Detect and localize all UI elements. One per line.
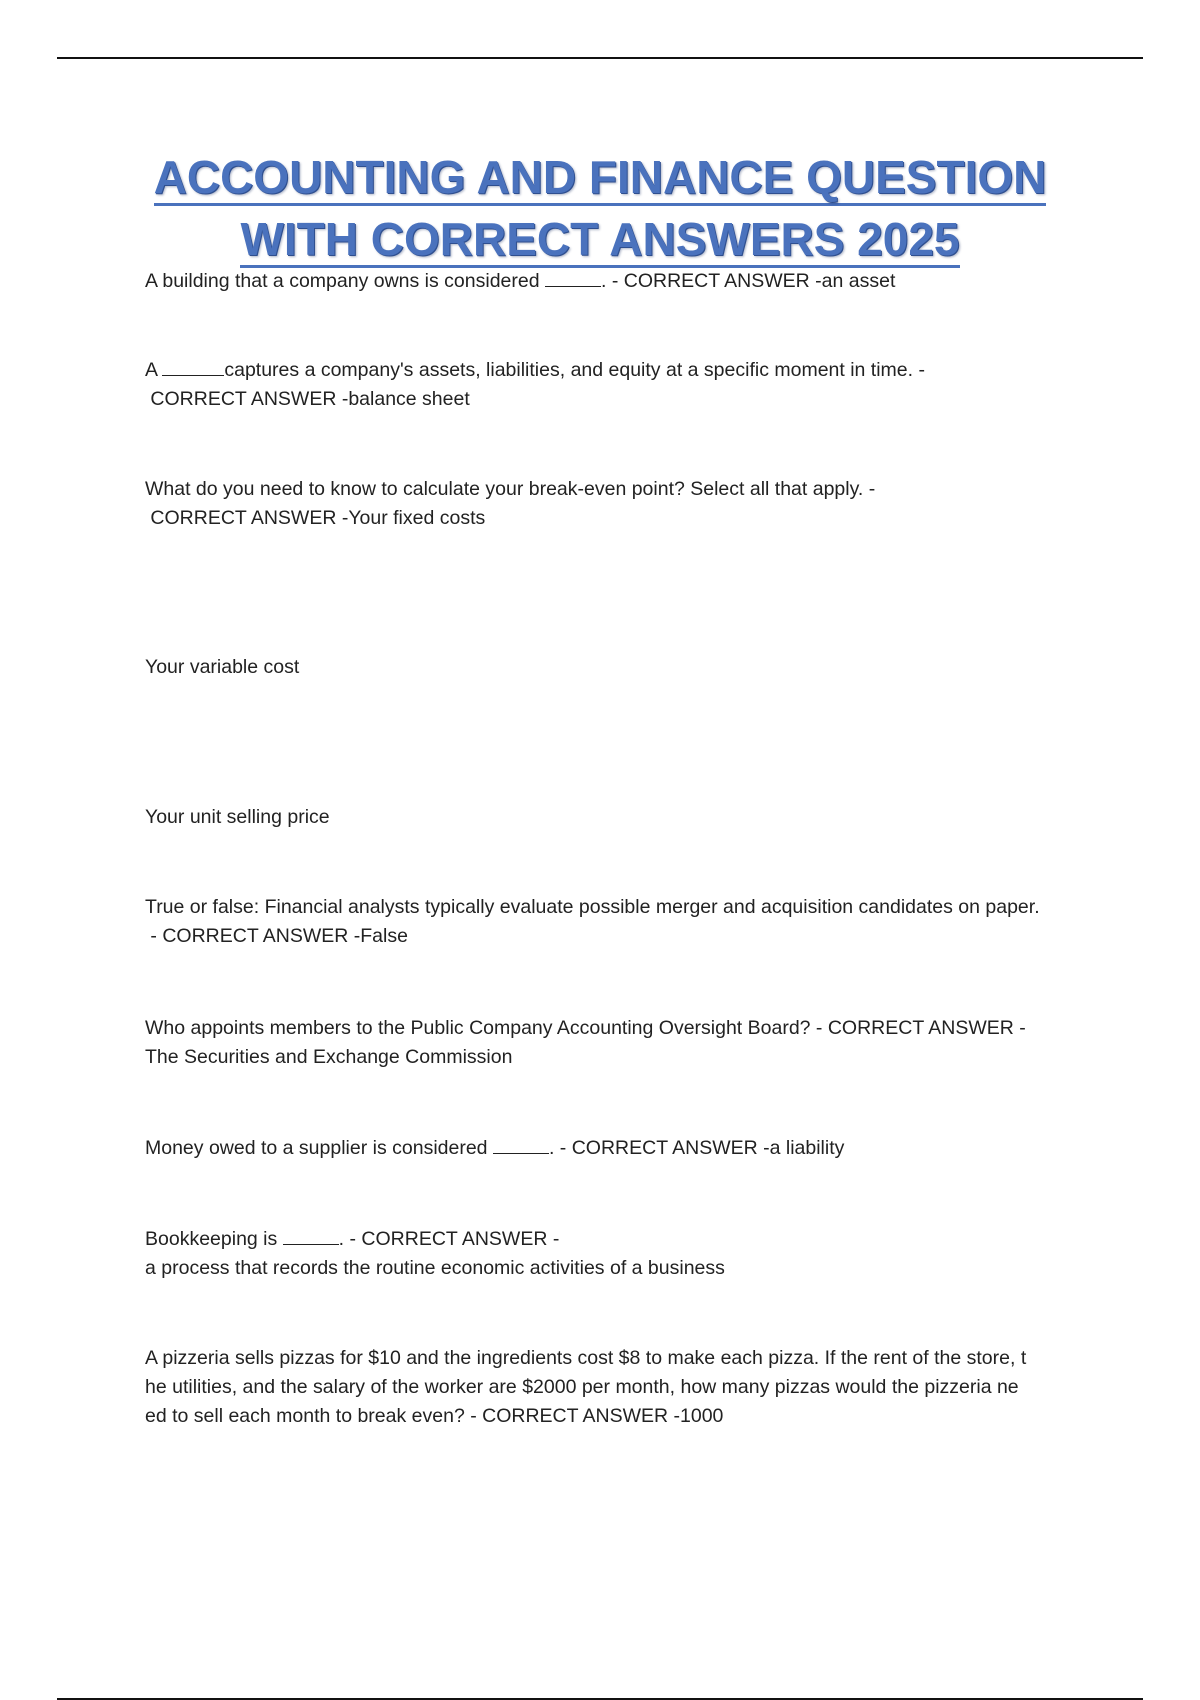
qa-item-5: [145, 1014, 1095, 1072]
question-text: Bookkeeping is: [145, 1228, 283, 1250]
answer-text: Your variable cost: [145, 656, 300, 678]
question-text: A building that a company owns is considered: [145, 270, 545, 292]
question-text: Who appoints members to the Public Company Accounting Oversight Board? - CORRECT ANSWER -: [145, 1017, 1026, 1039]
question-text-cont: captures a company's assets, liabilities, and equity at a specific moment in time. -: [224, 359, 925, 381]
answer-text: . - CORRECT ANSWER -an asset: [601, 270, 896, 292]
answer-blank: [545, 266, 601, 287]
answer-blank: [493, 1133, 549, 1154]
answer-text: . - CORRECT ANSWER -a liability: [548, 1137, 845, 1159]
answer-text: CORRECT ANSWER -balance sheet: [145, 388, 470, 410]
qa-item-4: [145, 893, 1095, 951]
qa-item-8: [145, 1344, 1095, 1431]
answer-text: a process that records the routine economic activities of a business: [145, 1257, 725, 1279]
top-rule: [57, 57, 1143, 59]
question-text: What do you need to know to calculate your break-even point? Select all that apply. -: [145, 478, 876, 500]
answer-blank: [283, 1224, 339, 1245]
question-text: Money owed to a supplier is considered: [145, 1137, 493, 1159]
answer-option-variable-cost: [145, 653, 1095, 682]
document-title: [100, 146, 1100, 270]
qa-item-1: [145, 266, 1095, 296]
answer-option-unit-selling-price: [145, 803, 1095, 832]
question-text: A pizzeria sells pizzas for $10 and the ingredients cost $8 to make each pizza. If the rent of the store, t: [145, 1347, 1027, 1369]
title-line-1: ACCOUNTING AND FINANCE QUESTION: [154, 151, 1047, 206]
answer-text: - CORRECT ANSWER -False: [145, 925, 408, 947]
question-text: True or false: Financial analysts typically evaluate possible merger and acquisition candidates on paper.: [145, 896, 1040, 918]
answer-label: . - CORRECT ANSWER -: [338, 1228, 560, 1250]
qa-item-7: [145, 1224, 1095, 1283]
answer-text: The Securities and Exchange Commission: [145, 1046, 513, 1068]
qa-item-2: [145, 355, 1095, 414]
qa-item-6: [145, 1133, 1095, 1163]
title-line-2: WITH CORRECT ANSWERS 2025: [240, 213, 959, 268]
answer-text: ed to sell each month to break even? - CORRECT ANSWER -1000: [145, 1405, 724, 1427]
answer-blank: [162, 355, 224, 376]
answer-text: Your unit selling price: [145, 806, 330, 828]
answer-text: CORRECT ANSWER -Your fixed costs: [145, 507, 486, 529]
question-text-cont: he utilities, and the salary of the worker are $2000 per month, how many pizzas would the pizzeria ne: [145, 1376, 1019, 1398]
question-text: A: [145, 359, 163, 381]
qa-item-3: [145, 475, 1095, 533]
